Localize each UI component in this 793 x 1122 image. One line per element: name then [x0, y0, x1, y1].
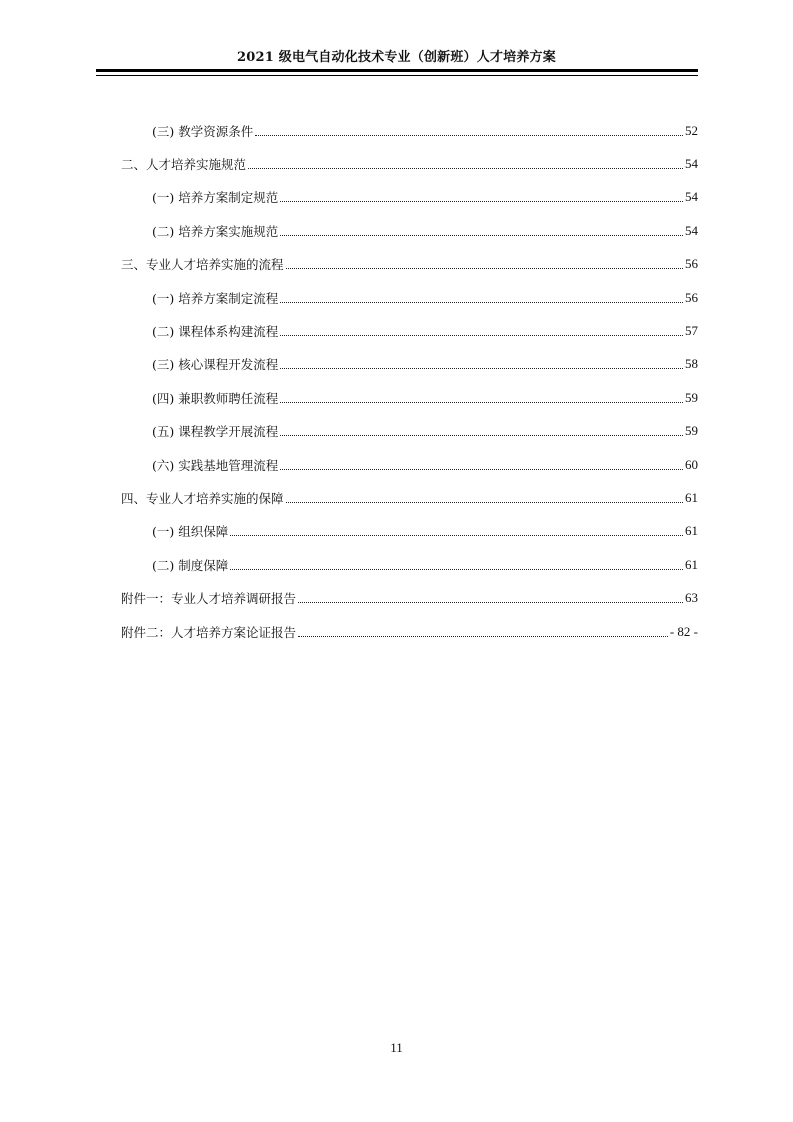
toc-entry-label: (一) 培养方案制定规范	[152, 190, 279, 206]
toc-entry[interactable]	[121, 581, 698, 614]
toc-entry[interactable]	[121, 415, 698, 448]
toc-dot-leader	[255, 134, 683, 136]
toc-entry-page: 52	[685, 122, 698, 138]
toc-entry-label: 附件二：人才培养方案论证报告	[121, 624, 297, 640]
toc-entry-label: (二) 课程体系构建流程	[152, 324, 279, 340]
toc-dot-leader	[280, 367, 683, 369]
toc-entry[interactable]	[121, 548, 698, 581]
toc-entry[interactable]	[121, 515, 698, 548]
toc-entry-page: 54	[685, 156, 698, 172]
toc-dot-leader	[280, 468, 683, 470]
toc-entry[interactable]	[121, 314, 698, 347]
toc-dot-leader	[280, 401, 683, 403]
header-rule-thick	[96, 69, 698, 72]
page-number: 11	[390, 1040, 403, 1055]
toc-entry-label: (三) 教学资源条件	[152, 123, 254, 139]
toc-dot-leader	[298, 635, 668, 637]
toc-entry[interactable]	[121, 448, 698, 481]
toc-dot-leader	[286, 267, 683, 269]
toc-entry-label: (二) 制度保障	[152, 557, 229, 573]
toc-entry-page: 54	[685, 189, 698, 205]
toc-entry-page: 59	[685, 423, 698, 439]
toc-dot-leader	[298, 601, 683, 603]
toc-entry[interactable]	[121, 114, 698, 147]
toc-dot-leader	[280, 234, 683, 236]
toc-dot-leader	[286, 501, 683, 503]
toc-entry-label: (一) 培养方案制定流程	[152, 290, 279, 306]
toc-entry[interactable]	[121, 147, 698, 180]
toc-entry-label: (四) 兼职教师聘任流程	[152, 390, 279, 406]
toc-entry-page: 61	[685, 523, 698, 539]
toc-entry-page: 63	[685, 590, 698, 606]
toc-entry[interactable]	[121, 181, 698, 214]
toc-entry[interactable]	[121, 615, 698, 648]
toc-entry-page: 61	[685, 489, 698, 505]
toc-dot-leader	[280, 301, 683, 303]
toc-entry-label: 四、专业人才培养实施的保障	[121, 490, 284, 506]
table-of-contents	[121, 114, 698, 648]
toc-entry-label: 三、专业人才培养实施的流程	[121, 257, 284, 273]
toc-entry[interactable]	[121, 381, 698, 414]
toc-entry-label: (二) 培养方案实施规范	[152, 223, 279, 239]
toc-entry-page: 58	[685, 356, 698, 372]
toc-entry-label: (五) 课程教学开展流程	[152, 424, 279, 440]
toc-dot-leader	[280, 434, 683, 436]
toc-dot-leader	[248, 167, 683, 169]
toc-entry-page: - 82 -	[669, 623, 698, 639]
toc-dot-leader	[280, 334, 683, 336]
toc-dot-leader	[230, 568, 683, 570]
toc-entry-label: 二、人才培养实施规范	[121, 157, 247, 173]
toc-entry-page: 54	[685, 222, 698, 238]
toc-entry-page: 60	[685, 456, 698, 472]
toc-entry-label: (三) 核心课程开发流程	[152, 357, 279, 373]
toc-entry-label: 附件一：专业人才培养调研报告	[121, 591, 297, 607]
toc-dot-leader	[280, 200, 683, 202]
toc-entry-label: (六) 实践基地管理流程	[152, 457, 279, 473]
toc-entry-page: 61	[685, 556, 698, 572]
toc-entry[interactable]	[121, 348, 698, 381]
toc-entry-page: 56	[685, 289, 698, 305]
toc-entry-page: 59	[685, 389, 698, 405]
toc-entry-label: (一) 组织保障	[152, 524, 229, 540]
document-header-title: 2021 级电气自动化技术专业（创新班）人才培养方案	[237, 50, 556, 65]
toc-entry[interactable]	[121, 481, 698, 514]
toc-entry-page: 57	[685, 323, 698, 339]
toc-dot-leader	[230, 534, 683, 536]
header-rule-thin	[96, 75, 698, 76]
toc-entry[interactable]	[121, 248, 698, 281]
toc-entry[interactable]	[121, 214, 698, 247]
toc-entry-page: 56	[685, 256, 698, 272]
toc-entry[interactable]	[121, 281, 698, 314]
